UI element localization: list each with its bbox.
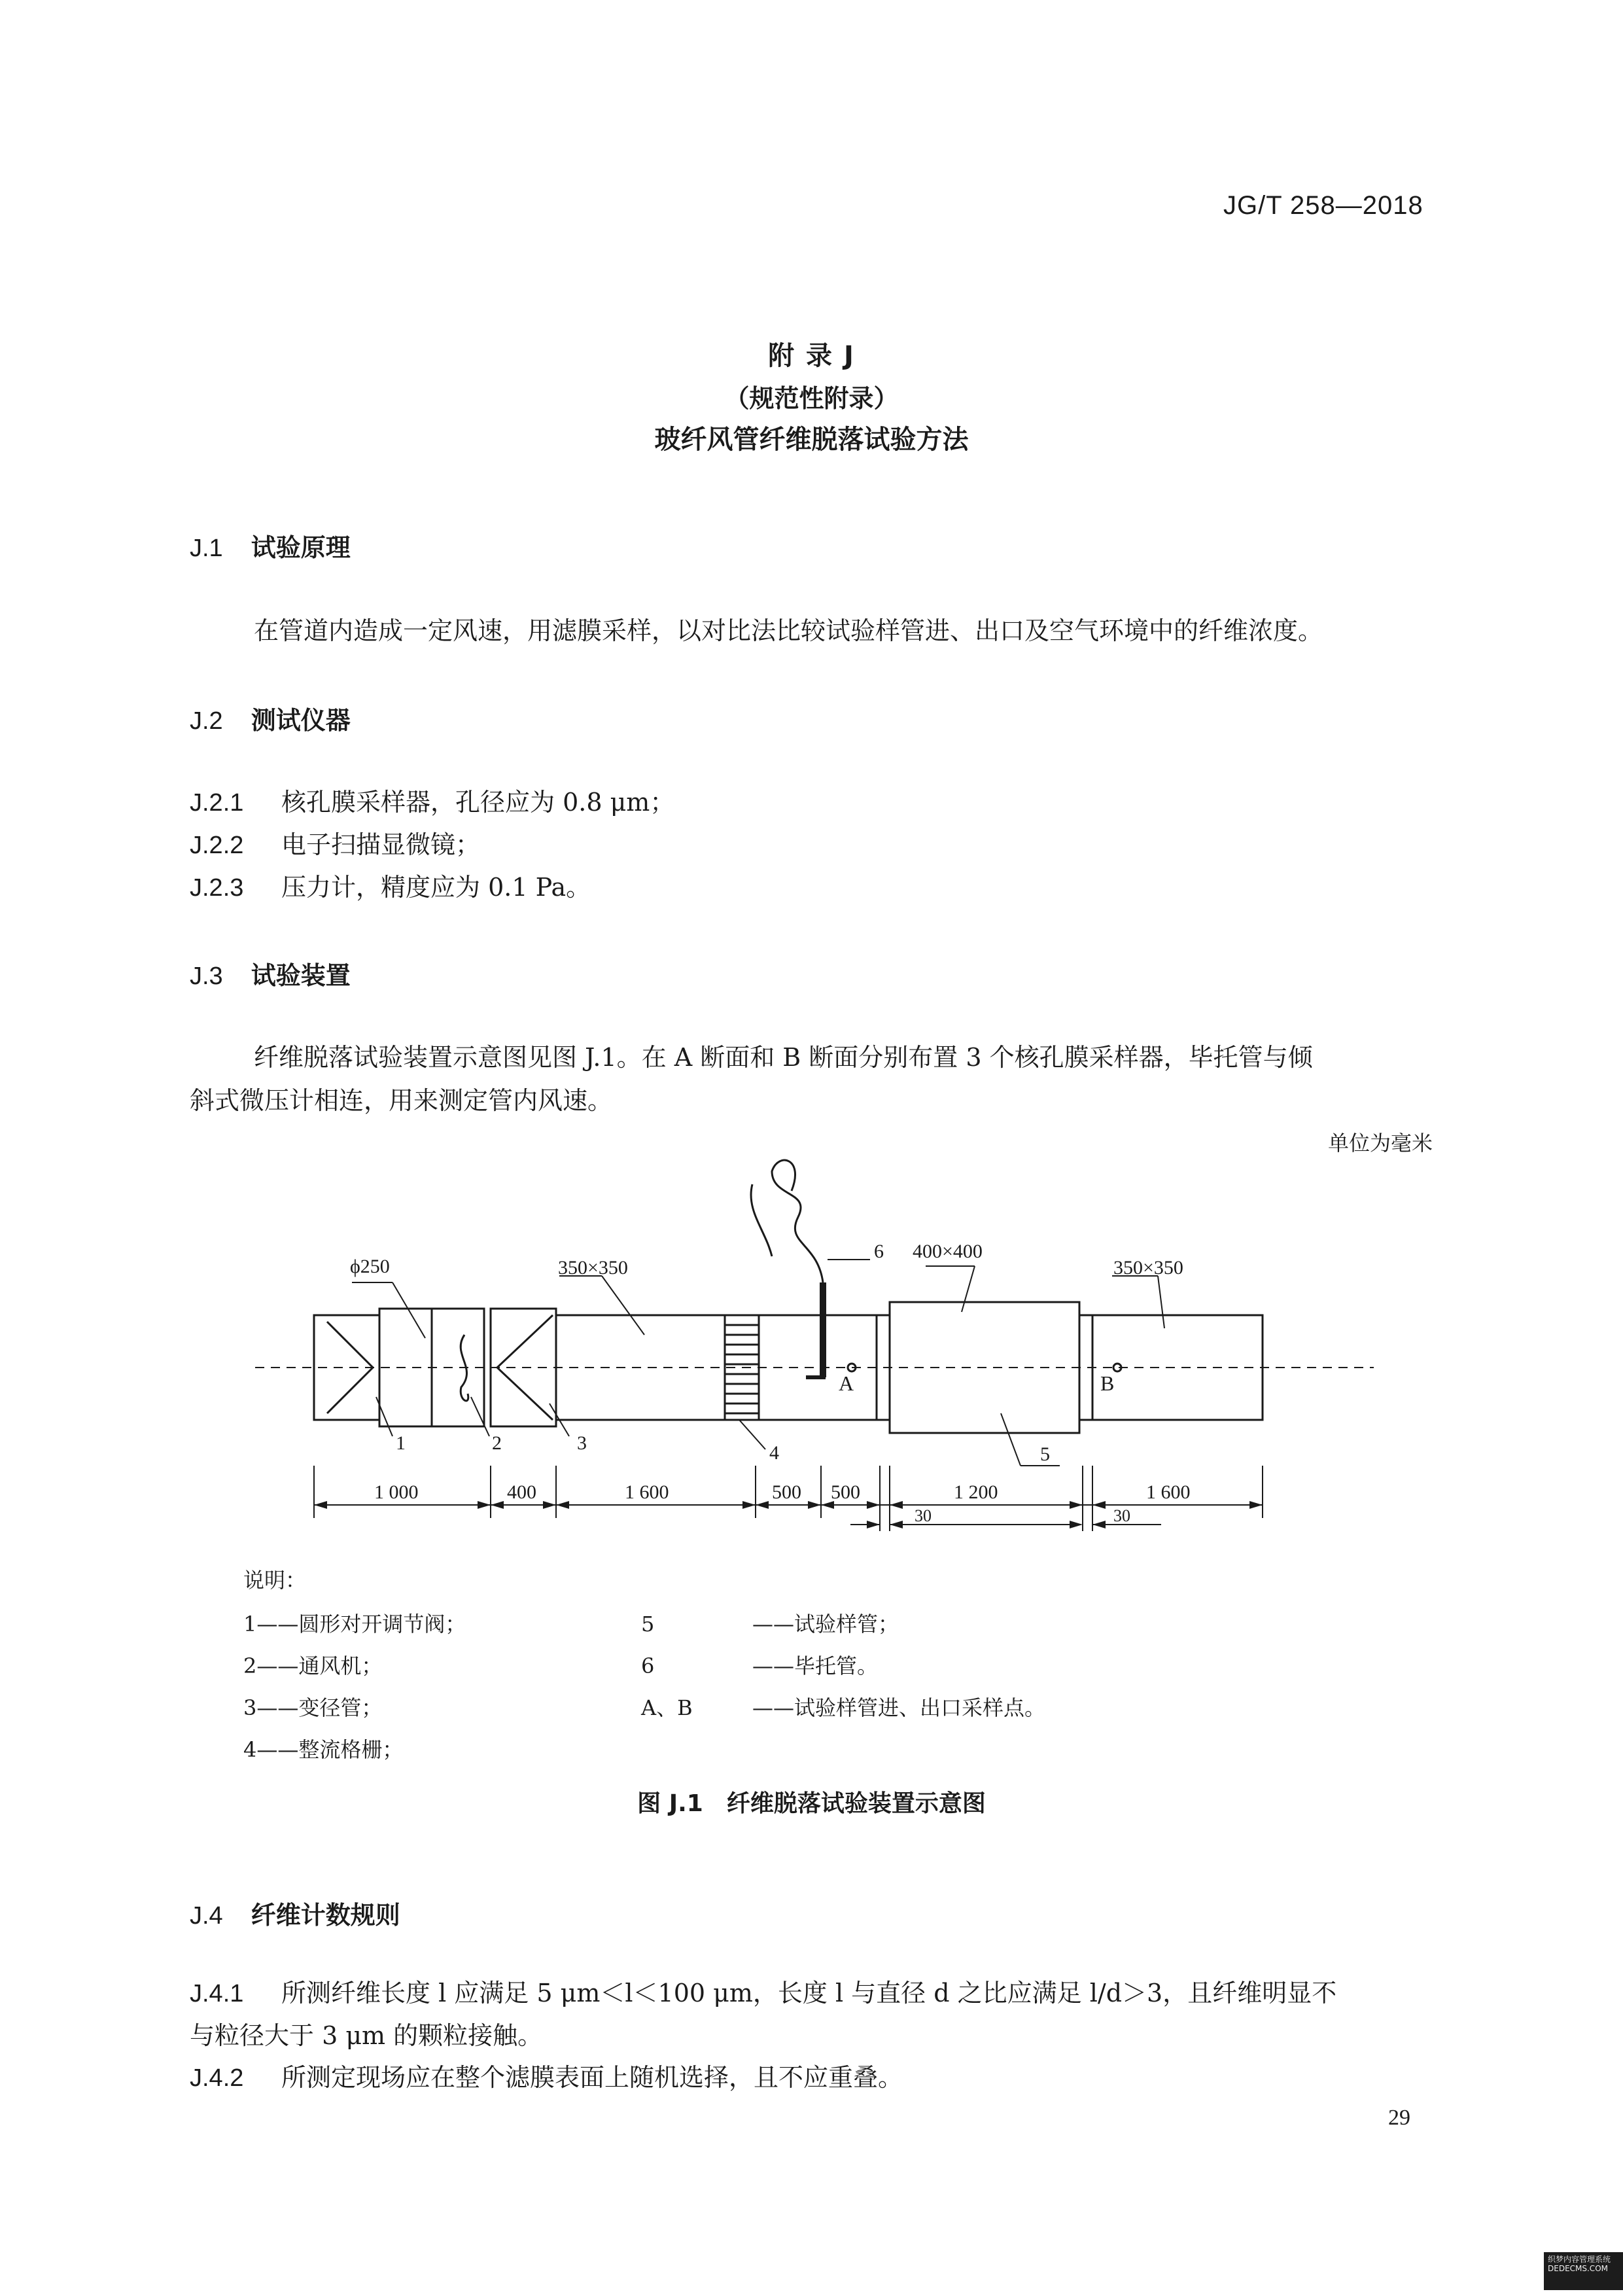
dim-500a: 500 bbox=[772, 1481, 801, 1503]
label-num-4: 4 bbox=[769, 1442, 779, 1464]
label-size-test: 400×400 bbox=[913, 1241, 983, 1262]
item-number: J.2.3 bbox=[190, 874, 244, 902]
legend-key: A、B bbox=[641, 1695, 693, 1720]
standard-number: JG/T 258—2018 bbox=[1223, 191, 1423, 220]
legend-item bbox=[641, 1687, 1045, 1729]
label-num-6: 6 bbox=[874, 1241, 884, 1262]
section-number: J.2 bbox=[190, 707, 223, 735]
appendix-nature: （规范性附录） bbox=[724, 384, 899, 413]
item-number: J.4.2 bbox=[190, 2064, 244, 2092]
legend-item: 4——整流格栅； bbox=[243, 1737, 404, 1762]
section-heading-j4 bbox=[190, 1895, 400, 1931]
counting-rules bbox=[190, 1969, 1452, 2102]
paragraph-apparatus-line2: 斜式微压计相连，用来测定管内风速。 bbox=[190, 1086, 613, 1115]
paragraph-apparatus-line1: 纤维脱落试验装置示意图见图 J.1。在 A 断面和 B 断面分别布置 3 个核孔膜采样器，毕托管与倾 bbox=[254, 1043, 1313, 1072]
list-item bbox=[190, 1969, 1452, 2017]
pitot-hose bbox=[751, 1160, 823, 1282]
legend-key: 5 bbox=[641, 1612, 655, 1636]
label-num-2: 2 bbox=[492, 1432, 502, 1454]
legend-right bbox=[641, 1603, 1045, 1729]
dim-1200: 1 200 bbox=[954, 1481, 998, 1503]
item-text: 核孔膜采样器，孔径应为 0.8 μm； bbox=[281, 788, 675, 817]
section-title: 试验装置 bbox=[251, 961, 351, 990]
watermark-badge: 织梦内容管理系统 DEDECMS.COM bbox=[1544, 2252, 1623, 2290]
legend-text: ——毕托管。 bbox=[752, 1653, 879, 1678]
item-text: 压力计，精度应为 0.1 Pa。 bbox=[281, 873, 591, 902]
section-title: 测试仪器 bbox=[251, 706, 351, 735]
label-num-5: 5 bbox=[1040, 1443, 1050, 1465]
label-size-downstream: 350×350 bbox=[1113, 1257, 1183, 1279]
legend-left bbox=[243, 1603, 466, 1771]
item-text: 电子扫描显微镜； bbox=[281, 830, 481, 859]
section-title: 纤维计数规则 bbox=[251, 1901, 400, 1930]
item-number: J.2.2 bbox=[190, 832, 244, 859]
item-text: 所测纤维长度 l 应满足 5 μm＜l＜100 μm，长度 l 与直径 d 之比应满足 l/d＞3，且纤维明显不 bbox=[281, 1979, 1337, 2007]
item-number: J.2.1 bbox=[190, 789, 244, 817]
legend-key: 6 bbox=[641, 1653, 655, 1678]
item-text: 所测定现场应在整个滤膜表面上随机选择，且不应重叠。 bbox=[281, 2063, 903, 2092]
section-number: J.1 bbox=[190, 535, 223, 562]
label-size-upstream: 350×350 bbox=[558, 1257, 628, 1279]
legend-title: 说明： bbox=[243, 1568, 307, 1593]
dim-30b: 30 bbox=[1113, 1506, 1130, 1525]
dim-400: 400 bbox=[507, 1481, 536, 1503]
legend-item bbox=[641, 1603, 1045, 1645]
legend-item: 3——变径管； bbox=[243, 1695, 383, 1720]
paragraph-principle: 在管道内造成一定风速，用滤膜采样，以对比法比较试验样管进、出口及空气环境中的纤维浓度。 bbox=[254, 616, 1323, 645]
label-point-b: B bbox=[1100, 1371, 1115, 1395]
legend-item: 2——通风机； bbox=[243, 1653, 383, 1678]
label-phi250: ϕ250 bbox=[350, 1256, 390, 1277]
item-number: J.4.1 bbox=[190, 1980, 244, 2007]
unit-note: 单位为毫米 bbox=[1328, 1131, 1433, 1156]
appendix-title: 玻纤风管纤维脱落试验方法 bbox=[654, 425, 969, 455]
dim-1600a: 1 600 bbox=[625, 1481, 669, 1503]
section-title: 试验原理 bbox=[251, 533, 351, 562]
list-item-continuation: 与粒径大于 3 μm 的颗粒接触。 bbox=[190, 2021, 543, 2050]
section-number: J.4 bbox=[190, 1902, 223, 1930]
list-item bbox=[190, 2054, 1452, 2102]
page-number: 29 bbox=[1388, 2106, 1410, 2130]
legend-text: ——试验样管； bbox=[752, 1612, 899, 1636]
dim-500b: 500 bbox=[831, 1481, 860, 1503]
dim-1000: 1 000 bbox=[374, 1481, 419, 1503]
label-point-a: A bbox=[839, 1371, 854, 1395]
legend-item bbox=[641, 1645, 1045, 1687]
legend-text: ——试验样管进、出口采样点。 bbox=[752, 1695, 1046, 1720]
appendix-label: 附 录 J bbox=[768, 341, 855, 371]
section-number: J.3 bbox=[190, 963, 223, 990]
figure-caption: 图 J.1 纤维脱落试验装置示意图 bbox=[637, 1790, 986, 1817]
dim-1600b: 1 600 bbox=[1146, 1481, 1191, 1503]
legend-item: 1——圆形对开调节阀； bbox=[243, 1612, 466, 1636]
dim-30a: 30 bbox=[915, 1506, 932, 1525]
label-num-3: 3 bbox=[577, 1432, 587, 1454]
label-num-1: 1 bbox=[396, 1432, 406, 1454]
